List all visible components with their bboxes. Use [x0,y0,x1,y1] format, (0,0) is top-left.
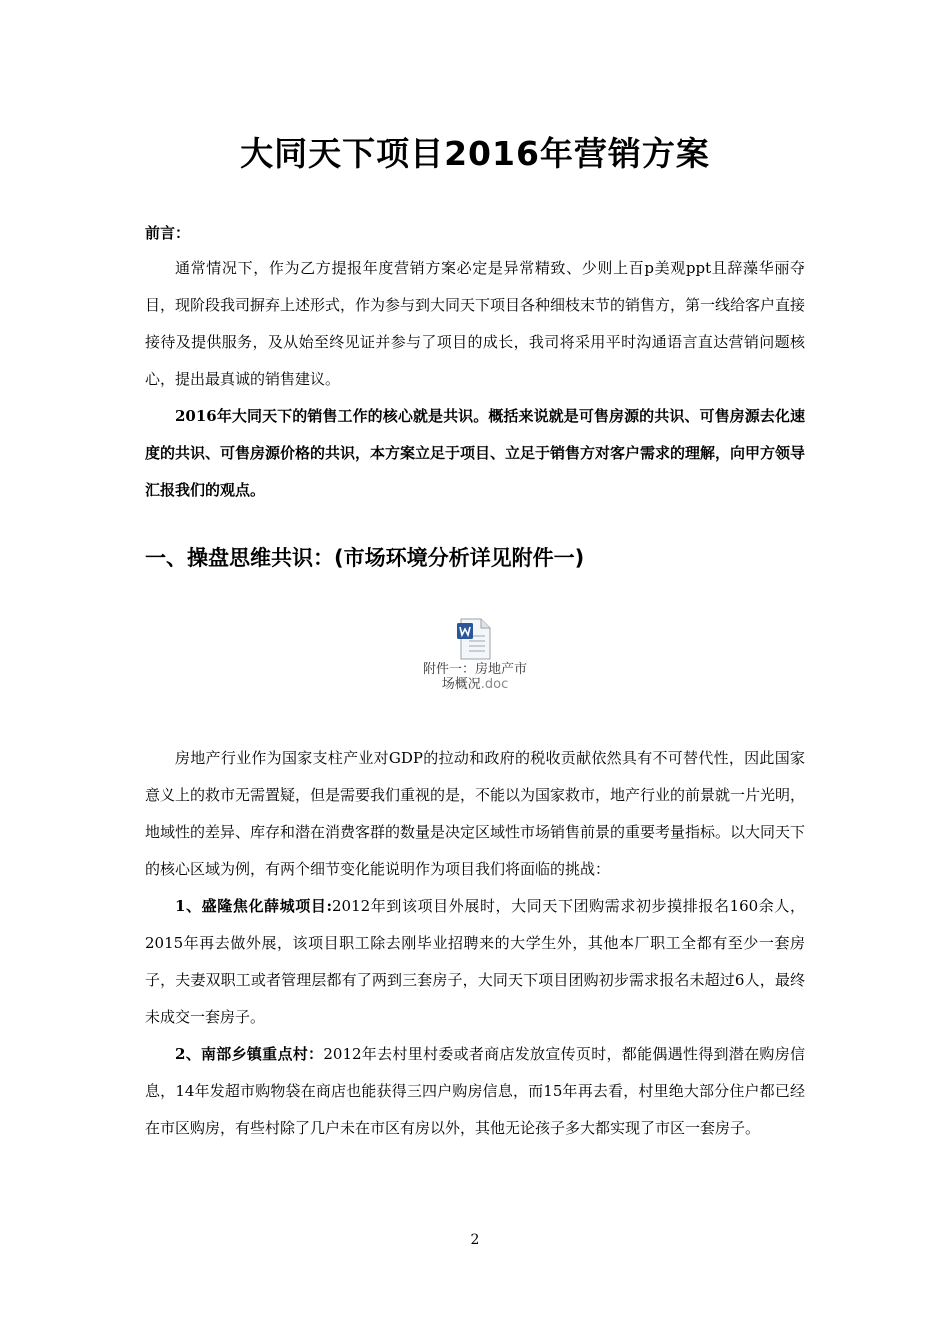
attachment-caption-line1: 附件一：房地产市 [422,662,527,677]
preface-core-paragraph: 2016年大同天下的销售工作的核心就是共识。概括来说就是可售房源的共识、可售房源去化速度的共识、可售房源价格的共识，本方案立足于项目、立足于销售方对客户需求的理解，向甲方领导汇报我们的观点。 [145,407,806,499]
list-item-1-text: 2012年到该项目外展时，大同天下团购需求初步摸排报名160余人，2015年再去做外展，该项目职工除去刚毕业招聘来的大学生外，其他本厂职工全都有至少一套房子，夫妻双职工或者管理层都有了两到三套房子，大同天下项目团购初步需求报名未超过6人，最终未成交一套房子。 [145,897,805,1026]
attachment-caption-line2: 场概况 [441,677,481,692]
word-document-icon [455,618,495,660]
attachment-caption [408,662,542,692]
document-title: 大同天下项目2016年营销方案 [240,134,710,173]
section1-body [145,740,805,1147]
attachment-file-extension: .doc [480,677,509,692]
preface-label: 前言： [145,224,191,242]
attachment-embedded-file[interactable] [408,618,542,698]
preface-section [145,250,805,509]
list-item-2 [145,1036,805,1147]
list-item-2-text: 2012年去村里村委或者商店发放宣传页时，都能偶遇性得到潜在购房信息，14年发超市购物袋在商店也能获得三四户购房信息，而15年再去看，村里绝大部分住户都已经在市区购房，有些村除了几户未在市区有房以外，其他无论孩子多大都实现了市区一套房子。 [145,1045,805,1137]
preface-paragraph: 通常情况下，作为乙方提报年度营销方案必定是异常精致、少则上百p美观ppt且辞藻华丽夺目，现阶段我司摒弃上述形式，作为参与到大同天下项目各种细枝末节的销售方，第一线给客户直接接待及提供服务，及从始至终见证并参与了项目的成长，我司将采用平时沟通语言直达营销问题核心，提出最真诚的销售建议。 [145,259,806,388]
page-number: 2 [470,1232,480,1248]
section-heading-1: 一、操盘思维共识：(市场环境分析详见附件一) [145,546,585,570]
list-item-1 [145,888,805,1036]
list-item-1-label: 1、盛隆焦化薛城项目: [175,897,332,915]
list-item-2-label: 2、南部乡镇重点村： [175,1045,324,1063]
section1-paragraph: 房地产行业作为国家支柱产业对GDP的拉动和政府的税收贡献依然具有不可替代性，因此国家意义上的救市无需置疑，但是需要我们重视的是，不能以为国家救市，地产行业的前景就一片光明，地域性的差异、库存和潜在消费客群的数量是决定区域性市场销售前景的重要考量指标。以大同天下的核心区域为例，有两个细节变化能说明作为项目我们将面临的挑战： [145,749,806,878]
